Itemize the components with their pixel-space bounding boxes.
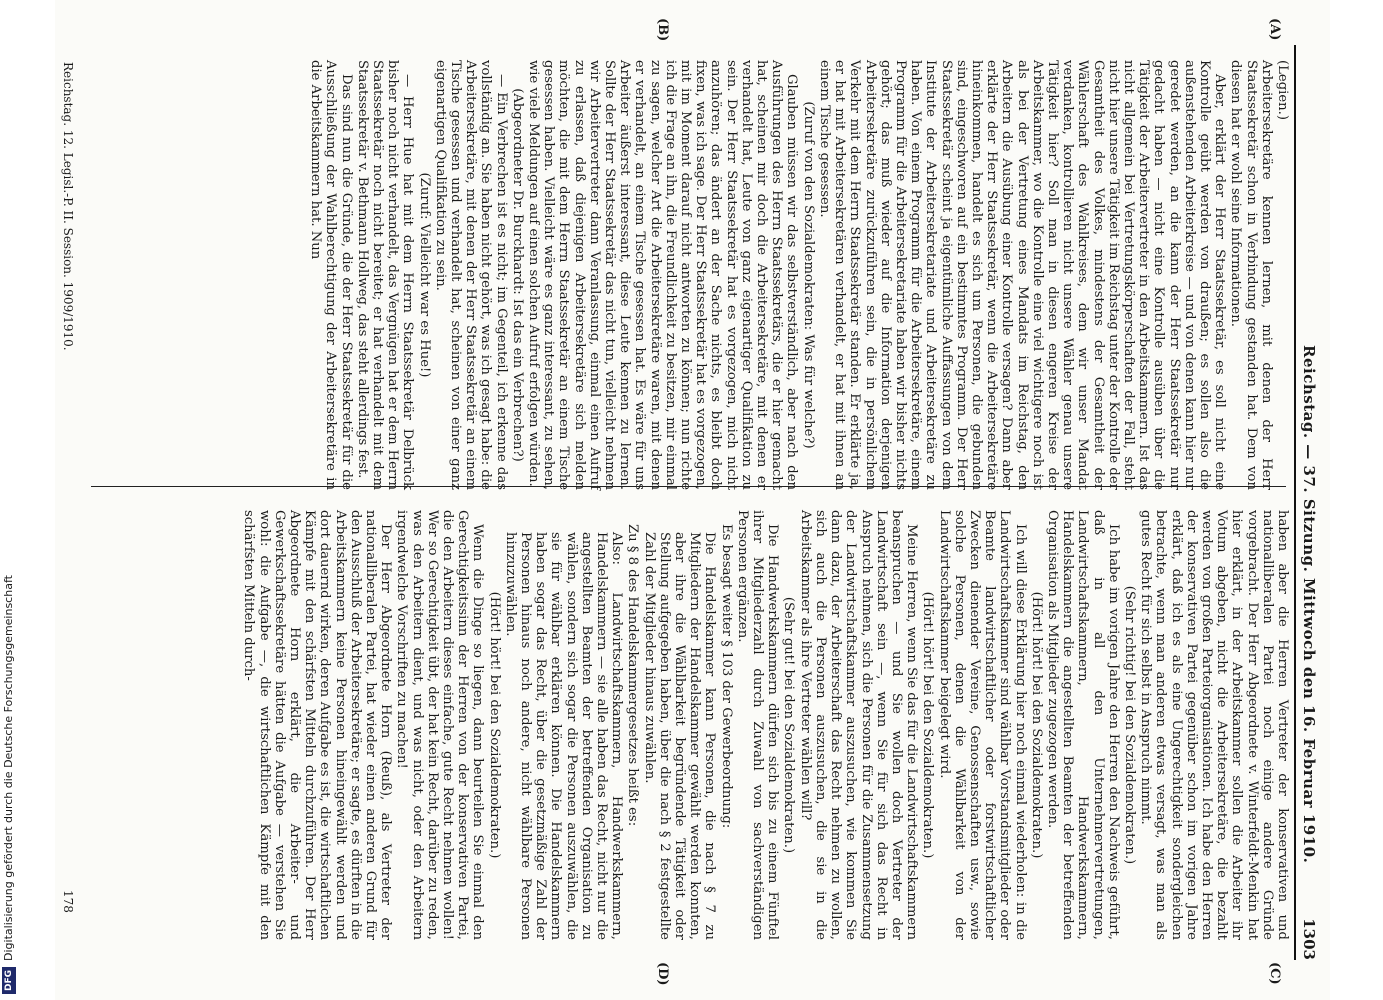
right-column-paragraph: (Sehr gut! bei den Sozialdemokraten.) — [781, 596, 797, 854]
right-column-paragraph: Also: Landwirtschaftskammern, Handwerkskammern, Handelskammern — sie alle haben das Recht, nicht nur die angestellten Beamten der betreffenden Organisation zu wählen, sondern sich sogar die Personen auszuwählen, die sie für wählbar erklären können. Die Handelskammern haben sogar das Recht, über die gesetzmäßige Zahl der Personen hinaus noch andere, nicht wählbare Personen hinzuzuwählen. — [502, 532, 625, 940]
right-column-paragraph: haben aber die Herren Vertreter der konservativen und nationalliberalen Partei noch einige andere Gründe vorgebracht. Der Herr Abgeordnete v. Winterfeldt-Menkin hat hier erklärt, in der Arbeitskammer sollen die Arbeiter ihr Votum abgeben, nicht die Arbeitersekretäre, die bezahlt werden von großen Parteiorganisationen. Ich habe den Herren der konservativen Partei gegenüber schon im vorigen Jahre erklärt, daß ich es als eine Ungerechtigkeit sondergleichen betrachte, wenn man anderen etwas versagt, was man als gutes Recht für sich selbst in Anspruch nimmt. — [1138, 510, 1290, 940]
digitization-credit-strip — [0, 0, 18, 1000]
dfg-logo-icon: DFG — [2, 967, 16, 994]
right-column-paragraph: Ich habe im vorigen Jahre den Herren den Nachweis geführt, daß in all den Unternehmervertretungen, Landwirtschaftskammern, Handwerkskammern, Handelskammern die angestellten Beamten der betreffenden Organisation als Mitglieder zugezogen werden. — [1044, 510, 1121, 940]
left-column-paragraph: (Abgeordneter Dr. Burckhardt: Ist das ein Verbrechen?) — [509, 88, 525, 462]
left-column-paragraph: Aber, erklärt der Herr Staatssekretär, es soll nicht eine Kontrolle geübt werden von draußen; es sollen also die außenstehenden Arbeiterkreise — und von denen kann hier nur geredet werden, an die kann der Herr Staatssekretär nur gedacht haben — nicht eine Kontrolle ausüben über die Tätigkeit der Arbeitervertreter in den Arbeitskammern. Ist das nicht allgemein bei Vertretungskörperschaften der Fall, steht nicht hier unsere Tätigkeit im Reichstag unter der Kontrolle der Gesamtheit des Volkes, mindestens der Gesamtheit der Wählerschaft des Wahlkreises, dem wir unser Mandat verdanken, kontrollieren nicht unsere Wähler genau unsere Tätigkeit hier? Soll man in diesen engeren Kreise der Arbeitskammer, wo die Kontrolle eine viel wichtigere noch ist als bei der Vertretung eines Mandats im Reichstag, den Arbeitern die Ausübung einer Kontrolle versagen? Dann aber erklärte der Herr Staatssekretär, wenn die Arbeitersekretäre hineinkommen, handelt es sich um Personen, die gebunden sind, eingeschworen auf ein bestimmtes Programm. Der Herr Staatssekretär scheint ja eigentümliche Auffassungen von dem Institute der Arbeitersekretariate und Arbeitersekretäre zu haben. Von einem Programm für die Arbeitersekretäre, einem Programm für die Arbeitersekretariate haben wir bisher nichts gehört; das muß wieder auf die Information derjenigen Arbeitersekretäre zurückzuführen sein, die in persönlichem Verkehr mit dem Herrn Staatssekretär standen. Er erklärte ja, er hat mit Arbeitersekretären verhandelt, er hat mit ihnen an einem Tische gesessen. — [816, 60, 1228, 490]
left-column-paragraph: Glauben müssen wir das selbstverständlich, aber nach den Ausführungen des Herrn Staatssekretärs, die er hier gemacht hat, scheinen mir doch die Arbeitersekretäre, mit denen er verhandelt hat, Leute von ganz eigenartiger Qualifikation zu sein. Der Herr Staatssekretär hat es vorgezogen, mich nicht anzuhören; das ändert an der Sache nichts, es bleibt doch fixen, was ich sage. Der Herr Staatssekretär hat es vorgezogen, mit im Moment darauf nicht antworten zu können; nun richte ich die Frage an ihn, die Freundlichkeit zu besitzen, mir einmal zu sagen, welcher Art die Arbeitersekretäre waren, mit denen er verhandelt, an einem Tische gesessen hat. Es wäre für uns Arbeiter äußerst interessant, diese Leute kennen zu lernen. Sollte der Herr Staatssekretär das nicht tun, vielleicht nehmen wir Arbeitervertreter dann Veranlassung, einmal einen Aufruf zu erlassen, daß diejenigen Arbeitersekretäre sich melden möchten, die mit dem Herrn Staatssekretär an einem Tische gesessen haben. Vielleicht wäre es ganz interessant, zu sehen, wie viele Meldungen auf einen solchen Aufruf erfolgen würden. — [526, 60, 800, 490]
left-column-paragraph: Das sind nun die Gründe, die der Herr Staatssekretär für die Ausschließung der Wahlberechtigung der Arbeitersekretäre in die Arbeitskammern hat. Nun — [308, 60, 354, 490]
right-column-paragraph: (Hört! hört! bei den Sozialdemokraten.) — [486, 591, 502, 859]
right-column-paragraph: (Hört! hört! bei den Sozialdemokraten.) — [920, 591, 936, 859]
right-column-paragraph: Die Handwerkskammern dürfen sich bis zu einem Fünftel ihrer Mitgliederzahl durch Zuwahl von sachverständigen Personen ergänzen. — [734, 510, 781, 940]
right-column-paragraph: Es besagt weiter § 103 der Gewerbeordnung: — [718, 524, 734, 829]
margin-mark-d: (D) — [655, 962, 670, 986]
footer-sheet-number: 178 — [61, 890, 75, 913]
right-column-paragraph: Zu § 8 des Handelskammergesetzes heißt es: — [625, 524, 641, 827]
footer-source: Reichstag. 12. Legisl.-P. II. Session. 1909/1910. — [61, 62, 75, 351]
margin-mark-c: (C) — [1267, 962, 1282, 985]
right-column-paragraph: Der Herr Abgeordnete Horn (Reuß), als Vertreter der nationalliberalen Partei, hat wieder einen anderen Grund für den Ausschluß der Arbeitersekretäre; er sagte, es dürften in die Arbeitskammern keine Personen hineingewählt werden und dort dauernd wirken, deren Aufgabe es ist, die wirtschaftlichen Kämpfe mit den schärfsten Mitteln durchzuführen. Der Herr Abgeordnete Horn erklärt, die Arbeiter- und Gewerkschaftssekretäre hätten die Aufgabe — verstehen Sie wohl: die Aufgabe —, die wirtschaftlichen Kämpfe mit den schärfsten Mitteln durch- — [241, 510, 394, 940]
page-number: 1303 — [1300, 918, 1318, 960]
right-column-paragraph: Die Handelskammer kann Personen, die nach § 7 zu Mitgliedern der Handelskammer gewählt werden konnten, aber ihre die Wählbarkeit begründende Tätigkeit oder Stellung aufgegeben haben, über die nach § 2 festgestellte Zahl der Mitglieder hinaus zuwählen. — [641, 532, 718, 940]
page-header — [1294, 45, 1324, 960]
left-column-paragraph: (Zuruf von den Sozialdemokraten: Was für welche?) — [800, 101, 816, 449]
right-text-column — [240, 510, 1290, 940]
right-column-paragraph: Ich will diese Erklärung hier noch einmal wiederholen: in die Landwirtschaftskammer sind wählbar Vorstandsmitglieder oder Beamte landwirtschaftlicher oder forstwirtschaftlicher Zwecken dienender Vereine, Genossenschaften usw., sowie solche Personen, denen die Wählbarkeit von der Landwirtschaftskammer beigelegt wird. — [936, 510, 1028, 940]
right-column-paragraph: (Hört! hört! bei den Sozialdemokraten.) — [1028, 591, 1044, 859]
right-column-paragraph: Wenn die Dinge so liegen, dann beurteilen Sie einmal den Gerechtigkeitssinn der Herren von der konservativen Partei, die den Arbeitern dieses einfache, gute Recht nehmen wollen! Wer so Gerechtigkeit übt, der hat kein Recht, darüber zu reden, was den Arbeitern dient, und was nicht, oder den Arbeitern irgendwelche Vorschriften zu machen! — [394, 510, 486, 940]
margin-mark-b: (B) — [655, 18, 670, 42]
right-column-paragraph: Meine Herren, wenn Sie das für die Landwirtschaftskammern beanspruchen — und Sie wollen doch Vertreter der Landwirtschaft sein —, wenn Sie für sich das Recht in Anspruch nehmen, sich die Personen für die Zusammensetzung der Landwirtschaftskammer auszusuchen, wie kommen Sie dann dazu, der Arbeiterschaft das Recht nehmen zu wollen, sich auch die Personen auszusuchen, die sie in die Arbeitskammer als ihre Vertreter wählen will? — [797, 510, 920, 940]
column-divider — [91, 486, 1286, 487]
left-column-paragraph: Arbeitersekretäre kennen lernen, mit denen der Herr Staatssekretär schon in Verbindung gestanden hat. Dem von diesen hat er wohl seine Informationen. — [1228, 60, 1274, 490]
digitization-credit-text: Digitalisierung gefördert durch die Deutsche Forschungsgemeinschaft — [2, 575, 15, 961]
margin-mark-a: (A) — [1267, 18, 1282, 41]
scanned-page — [55, 0, 1330, 1000]
left-column-paragraph: (Zuruf: Vielleicht war es Hue!) — [416, 172, 432, 378]
right-column-paragraph: (Sehr richtig! bei den Sozialdemokraten.) — [1121, 585, 1137, 865]
left-column-paragraph: — Herr Hue hat mit dem Herrn Staatssekretär Delbrück bisher noch nicht verhandelt, das Vergnügen hat er dem Herrn Staatssekretär noch nicht bereitet; er hat verhandelt mit dem Staatssekretär v. Bethmann Hollweg, das steht allerdings fest. — [354, 60, 416, 490]
left-text-column — [307, 60, 1290, 490]
left-column-paragraph: (Legien.) — [1275, 60, 1290, 121]
left-column-paragraph: — Ein Verbrechen ist es nicht; im Gegenteil, ich erkenne das vollständig an. Sie haben nicht gehört, was ich gesagt habe: die Arbeitersekretäre, mit denen der Herr Staatssekretär an einem Tische gesessen und verhandelt hat, scheinen von einer ganz eigenartigen Qualifikation zu sein. — [432, 60, 509, 490]
page-title: Reichstag. — 37. Sitzung. Mittwoch den 16. Februar 1910. — [1300, 345, 1318, 864]
